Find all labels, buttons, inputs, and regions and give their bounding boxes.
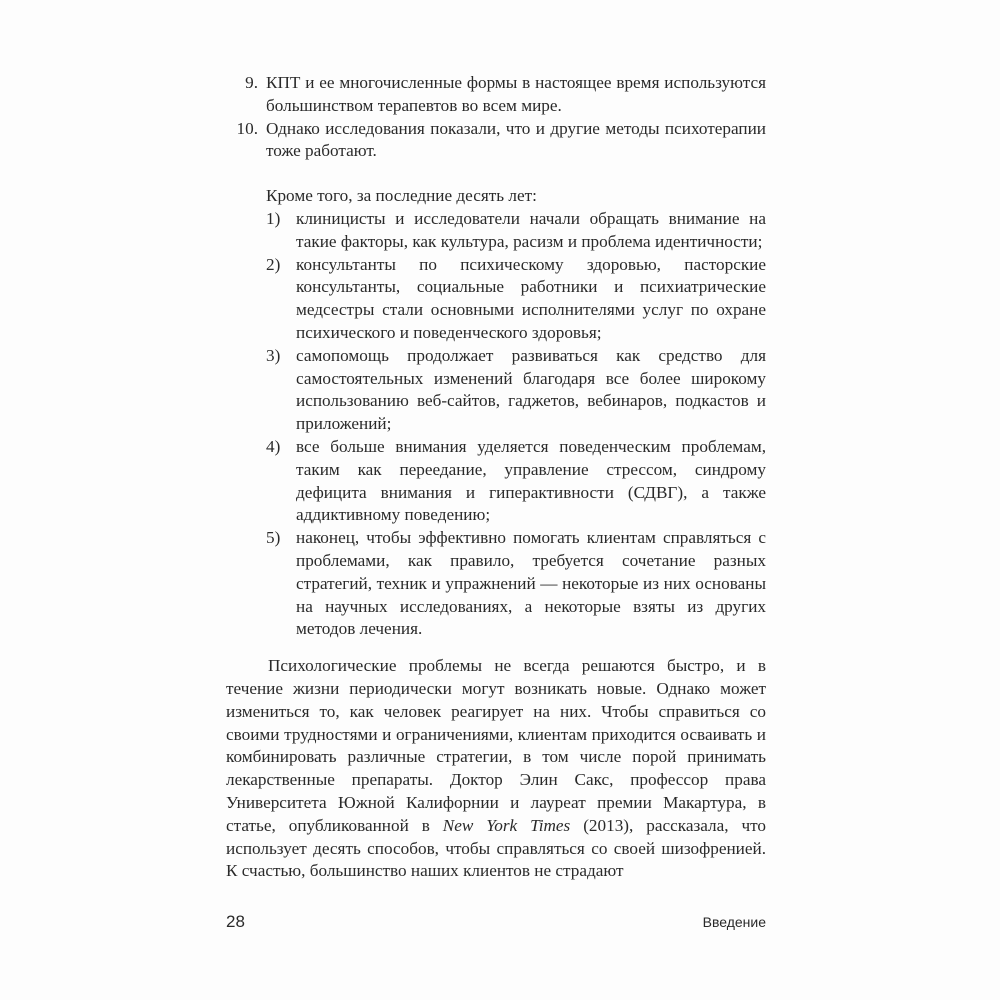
list-item bbox=[226, 345, 766, 436]
list-item-text: наконец, чтобы эффективно помогать клиентам справляться с проблемами, как правило, требуется сочетание разных стратегий, техник и упражнений — некоторые из них основаны на научных исследованиях, а некоторые взяты из других методов лечения. bbox=[296, 528, 766, 639]
page-number: 28 bbox=[226, 912, 245, 931]
list-item-text: самопомощь продолжает развиваться как средство для самостоятельных изменений благодаря все более широкому использованию веб-сайтов, гаджетов, вебинаров, подкастов и приложений; bbox=[296, 345, 766, 434]
numbered-item bbox=[226, 118, 766, 164]
list-item-number: 4) bbox=[266, 436, 281, 456]
item-number: 9. bbox=[245, 73, 258, 92]
list-item bbox=[226, 527, 766, 641]
body-paragraph bbox=[226, 655, 766, 883]
item-number: 10. bbox=[236, 118, 258, 138]
list-item bbox=[226, 208, 766, 254]
item-text: Однако исследования показали, что и другие методы психотерапии тоже работают. bbox=[266, 118, 766, 161]
list-item-number: 2) bbox=[266, 254, 281, 274]
item-text: КПТ и ее многочисленные формы в настоящее время используются большинством терапевтов во всем мире. bbox=[266, 73, 766, 115]
page-footer bbox=[226, 912, 766, 934]
newspaper-title: New York Times bbox=[442, 815, 571, 835]
lead-in-text: Кроме того, за последние десять лет: bbox=[266, 186, 537, 206]
list-item-text: консультанты по психическому здоровью, пасторские консультанты, социальные работники и психиатрические медсестры стали основными исполнителями услуг по охране психического и поведенческого здоровья; bbox=[296, 254, 766, 342]
list-item bbox=[226, 436, 766, 527]
list-item-text: все больше внимания уделяется поведенческим проблемам, таким как переедание, управление стрессом, синдрому дефицита внимания и гиперактивности (СДВГ), а также аддиктивному поведению; bbox=[296, 436, 766, 525]
list-item bbox=[226, 254, 766, 345]
list-item-number: 1) bbox=[266, 208, 281, 228]
list-item-number: 3) bbox=[266, 345, 281, 365]
list-item-number: 5) bbox=[266, 528, 281, 548]
list-item-text: клиницисты и исследователи начали обращать внимание на такие факторы, как культура, расизм и проблема идентичности; bbox=[296, 208, 766, 251]
running-footer-section: Введение bbox=[702, 914, 766, 930]
body-text bbox=[226, 72, 766, 883]
paragraph-text-end: (2013), рассказала, что использует десять способов, чтобы справляться со своей шизофренией. К счастью, большинство наших клиентов не страдают bbox=[226, 815, 767, 881]
numbered-item bbox=[226, 72, 766, 118]
paragraph-text-start: Психологические проблемы не всегда решаются быстро, и в течение жизни периодически могут возникать новые. Однако может измениться то, как человек реагирует на них. Чтобы справиться со своими трудностями и ограничениями, клиентам приходится осваивать и комбинировать различные стратегии, в том числе порой принимать лекарственные препараты. Доктор Элин Сакс, профессор права Университета Южной Калифорнии и лауреат премии Макартура, в статье, опубликованной в bbox=[226, 656, 766, 835]
